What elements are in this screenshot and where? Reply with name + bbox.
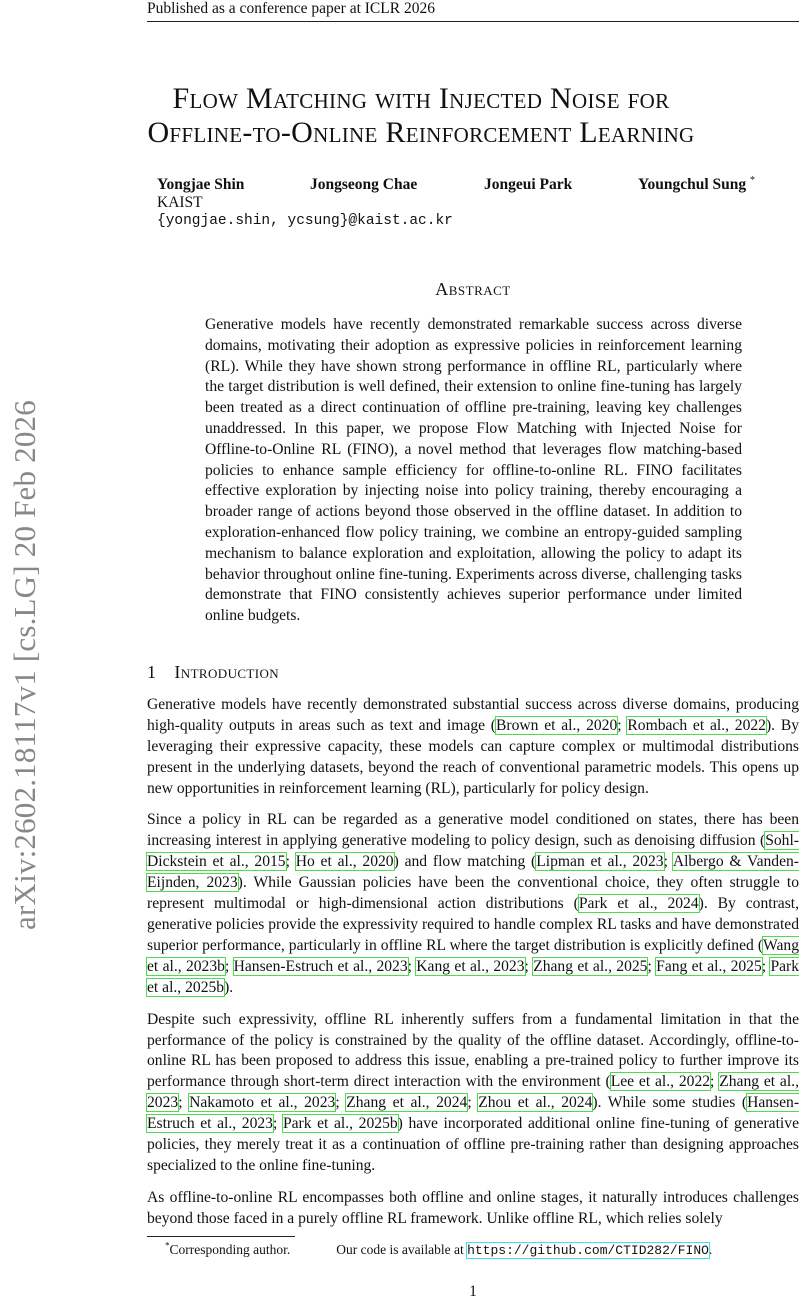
paragraph-text: ; (663, 853, 673, 871)
footnote-text: Corresponding author. (169, 1241, 291, 1257)
citation-link[interactable]: Fang et al., 2025 (656, 957, 762, 975)
paragraph-text: ). By contrast, generative policies provide the expressivity required to handle complex RL tasks and have demonstrated superior performance, particularly in offline RL where the target distribution is explicitly defined ( (147, 895, 799, 954)
citation-link[interactable]: Zhang et al., 2025 (533, 957, 648, 975)
citation-link[interactable]: Zhou et al., 2024 (478, 1094, 593, 1112)
corresponding-mark: * (750, 174, 756, 186)
paragraph-text: ; (524, 957, 534, 975)
paragraph-text: ). By leveraging their expressive capacity, these models can capture complex or multimodal distributions present in the underlying datasets, beyond the reach of conventional parametric models. This opens up new opportunities in reinforcement learning (RL), particularly for policy design. (147, 716, 799, 797)
paragraph-text: ; (178, 1094, 190, 1112)
citation-link[interactable]: Nakamoto et al., 2023 (189, 1094, 336, 1112)
citation-link[interactable]: Lee et al., 2022 (610, 1073, 711, 1091)
paragraph-text: ) and flow matching ( (393, 853, 537, 871)
paragraph-text: ; (761, 957, 771, 975)
header-rule (147, 21, 799, 22)
citation-link[interactable]: Sohl-Dickstein et al., 2015 (147, 832, 799, 871)
author-name: Jongeui Park (484, 176, 573, 193)
citation-link[interactable]: Kang et al., 2023 (416, 957, 525, 975)
author-list (157, 175, 799, 194)
section-number: 1 (147, 661, 157, 682)
abstract-heading: Abstract (435, 279, 511, 299)
paper-title (147, 82, 695, 150)
citation-link[interactable]: Brown et al., 2020 (496, 716, 618, 734)
page-content (147, 82, 799, 1301)
paragraph-text: ; (285, 853, 296, 871)
author-name: Youngchul Sung (638, 176, 747, 193)
citation-link[interactable]: Park et al., 2025b (147, 957, 799, 996)
citation-link[interactable]: Hansen-Estruch et al., 2023 (147, 1094, 799, 1133)
body-paragraph (147, 1188, 799, 1230)
footnote-rule (147, 1236, 295, 1237)
arxiv-identifier: arXiv:2602.18117v1 [cs.LG] 20 Feb 2026 (7, 400, 42, 930)
paragraph-text: ; (647, 957, 657, 975)
section-heading (147, 661, 799, 683)
footnote-period: . (708, 1241, 713, 1257)
author-name: Yongjae Shin (157, 176, 245, 193)
paragraph-text: ; (710, 1073, 720, 1091)
title-line-1: Flow Matching with Injected Noise for (172, 82, 670, 115)
body-paragraph (147, 1010, 799, 1177)
footnote-mark: * (165, 1240, 170, 1251)
paragraph-text: ). (224, 978, 234, 996)
paragraph-text: ). While some studies ( (592, 1094, 748, 1112)
paragraph-text: ; (617, 716, 628, 734)
paragraph-text: ). While Gaussian policies have been the conventional choice, they often struggle to represent multimodal or high-dimensional action distributions ( (147, 874, 799, 913)
affiliation: KAIST (157, 194, 203, 211)
citation-link[interactable]: Zhang et al., 2023 (147, 1073, 799, 1112)
paragraph-text: ; (467, 1094, 479, 1112)
paragraph-text: Generative models have recently demonstrated substantial success across diverse domains, producing high-quality outputs in areas such as text and image ( (147, 695, 799, 734)
author-name: Jongseong Chae (310, 176, 418, 193)
paragraph-text: Despite such expressivity, offline RL inherently suffers from a fundamental limitation in that the performance of the policy is constrained by the quality of the offline dataset. Accordingly, offline-to-online RL has been proposed to address this issue, enabling a pre-trained policy to further improve its performance through short-term direct interaction with the environment ( (147, 1010, 799, 1091)
body-paragraph (147, 810, 799, 998)
running-header: Published as a conference paper at ICLR 2026 (147, 0, 435, 17)
citation-link[interactable]: Wang et al., 2023b (147, 936, 799, 975)
paragraph-text: As offline-to-online RL encompasses both offline and online stages, it naturally introduces challenges beyond those faced in a purely offline RL framework. Unlike offline RL, which relies solely (147, 1188, 799, 1227)
title-line-2: Offline-to-Online Reinforcement Learning (147, 116, 695, 149)
citation-link[interactable]: Ho et al., 2020 (295, 853, 394, 871)
page-number: 1 (469, 1282, 477, 1300)
paragraph-text: ) have incorporated additional online fine-tuning of generative policies, they merely treat it as a continuation of offline pre-training rather than designing approaches specialized to the online fine-tuning. (147, 1115, 799, 1174)
citation-link[interactable]: Hansen-Estruch et al., 2023 (233, 957, 408, 975)
citation-link[interactable]: Park et al., 2025b (282, 1115, 398, 1133)
paragraph-text: ; (224, 957, 234, 975)
author-email: {yongjae.shin, ycsung}@kaist.ac.kr (157, 213, 453, 229)
section-title: Introduction (174, 661, 280, 682)
paragraph-text: ; (407, 957, 417, 975)
citation-link[interactable]: Lipman et al., 2023 (536, 853, 664, 871)
citation-link[interactable]: Zhang et al., 2024 (346, 1094, 468, 1112)
author-name-with-mark (638, 175, 755, 194)
footnote (165, 1241, 799, 1259)
code-availability-text: Our code is available at (336, 1241, 464, 1257)
body-paragraph (147, 695, 799, 800)
citation-link[interactable]: Rombach et al., 2022 (627, 716, 766, 734)
paragraph-text: ; (335, 1094, 347, 1112)
citation-link[interactable]: Albergo & Vanden-Eijnden, 2023 (147, 853, 799, 892)
code-url-link[interactable]: https://github.com/CTID282/FINO (467, 1242, 709, 1258)
citation-link[interactable]: Park et al., 2024 (578, 895, 699, 913)
paragraph-text: Since a policy in RL can be regarded as a generative model conditioned on states, there has been increasing interest in applying generative modeling to policy design, such as denoising diffusion ( (147, 811, 799, 850)
paragraph-text: ; (272, 1115, 283, 1133)
abstract-text: Generative models have recently demonstrated remarkable success across diverse domains, motivating their adoption as expressive policies in reinforcement learning (RL). While they have shown strong performance in offline RL, particularly where the target distribution is well defined, their extension to online fine-tuning has largely been treated as a direct continuation of offline pre-training, leaving key challenges unaddressed. In this paper, we propose Flow Matching with Injected Noise for Offline-to-Online RL (FINO), a novel method that leverages flow matching-based policies to enhance sample efficiency for offline-to-online RL. FINO facilitates effective exploration by injecting noise into policy training, thereby encouraging a broader range of actions beyond those observed in the offline dataset. In addition to exploration-enhanced flow policy training, we combine an entropy-guided sampling mechanism to balance exploration and exploitation, allowing the policy to adapt its behavior throughout online fine-tuning. Experiments across diverse, challenging tasks demonstrate that FINO consistently achieves superior performance under limited online budgets. (205, 316, 742, 625)
